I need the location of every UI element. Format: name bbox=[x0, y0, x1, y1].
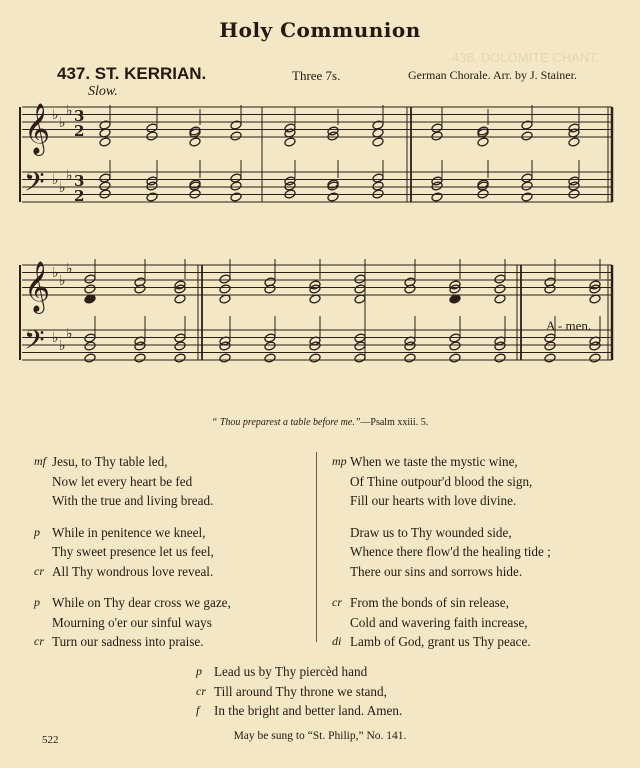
verse-text: Of Thine outpour'd blood the sign, bbox=[350, 473, 533, 489]
key-flat: ♭ bbox=[66, 261, 73, 277]
note bbox=[521, 192, 533, 202]
key-flat: ♭ bbox=[66, 168, 73, 184]
note bbox=[521, 120, 533, 130]
note bbox=[219, 284, 231, 294]
bleed-through-text: 438. DOLOMITE CHANT. bbox=[452, 50, 600, 65]
note bbox=[84, 353, 96, 363]
note bbox=[372, 173, 384, 183]
note bbox=[230, 131, 242, 141]
note bbox=[189, 137, 201, 147]
clef: 𝄢 bbox=[24, 324, 45, 362]
note bbox=[230, 181, 242, 191]
note bbox=[219, 353, 231, 363]
verse-line bbox=[52, 542, 231, 562]
note bbox=[477, 137, 489, 147]
verse-line bbox=[332, 632, 551, 652]
dynamic-marking: p bbox=[34, 524, 40, 539]
key-flat: ♭ bbox=[66, 326, 73, 342]
key-flat: ♭ bbox=[59, 115, 66, 131]
note bbox=[99, 173, 111, 183]
dynamic-marking: p bbox=[34, 595, 40, 609]
verse-line bbox=[34, 632, 231, 652]
section-title: Holy Communion bbox=[219, 18, 421, 42]
clef: 𝄢 bbox=[24, 166, 45, 204]
note bbox=[449, 353, 461, 363]
dynamic-marking: cr bbox=[196, 683, 206, 698]
key-flat: ♭ bbox=[66, 103, 73, 119]
verse-text: In the bright and better land. Amen. bbox=[214, 703, 403, 718]
hymn-arrangement: German Chorale. Arr. by J. Stainer. bbox=[408, 68, 577, 82]
verse-line bbox=[34, 523, 231, 543]
note bbox=[354, 341, 366, 351]
key-flat: ♭ bbox=[52, 330, 59, 346]
time-signature: 2 bbox=[74, 122, 85, 140]
verse-line bbox=[350, 542, 551, 562]
verse-text: From the bonds of sin release, bbox=[350, 595, 509, 610]
page-number: 522 bbox=[42, 734, 59, 746]
note bbox=[264, 333, 276, 343]
note bbox=[354, 353, 366, 363]
verse-line bbox=[350, 472, 551, 492]
verse-line bbox=[350, 562, 551, 582]
hymn-number-title: 437. ST. KERRIAN. bbox=[57, 64, 207, 83]
verse-line bbox=[34, 562, 231, 582]
verse-text: With the true and living bread. bbox=[52, 493, 214, 508]
verse-text: Whence there flow'd the healing tide ; bbox=[350, 544, 551, 559]
dynamic-marking: cr bbox=[34, 634, 44, 648]
note bbox=[431, 192, 443, 202]
verse-line bbox=[52, 472, 231, 492]
note bbox=[544, 353, 556, 363]
time-signature: 3 bbox=[74, 172, 85, 190]
dynamic-marking: p bbox=[196, 664, 202, 678]
note bbox=[589, 353, 601, 363]
note bbox=[372, 120, 384, 130]
note bbox=[99, 137, 111, 147]
note bbox=[431, 131, 443, 141]
note bbox=[544, 341, 556, 351]
dynamic-marking: mf bbox=[34, 454, 46, 468]
note bbox=[568, 137, 580, 147]
verse-final bbox=[196, 662, 403, 721]
note bbox=[521, 131, 533, 141]
note bbox=[449, 341, 461, 351]
note bbox=[174, 333, 186, 343]
verse-text: Thy sweet presence let us feel, bbox=[52, 544, 214, 559]
verse-text: Draw us to Thy wounded side, bbox=[350, 524, 512, 540]
note bbox=[477, 189, 489, 199]
verse-text: Turn our sadness into praise. bbox=[52, 634, 204, 649]
note bbox=[174, 341, 186, 351]
verse-line bbox=[52, 613, 231, 633]
verse-line bbox=[34, 593, 231, 613]
verse-line bbox=[350, 491, 551, 511]
note bbox=[404, 353, 416, 363]
footer-note: May be sung to “St. Philip,” No. 141. bbox=[233, 730, 407, 742]
note bbox=[327, 192, 339, 202]
dynamic-marking: di bbox=[332, 634, 342, 648]
key-flat: ♭ bbox=[59, 180, 66, 196]
note bbox=[354, 284, 366, 294]
note bbox=[264, 341, 276, 351]
verse-text: Lamb of God, grant us Thy peace. bbox=[350, 634, 531, 649]
verse-text: While in penitence we kneel, bbox=[52, 524, 206, 540]
verse-text: Mourning o'er our sinful ways bbox=[52, 614, 212, 630]
clef: 𝄞 bbox=[24, 261, 51, 312]
note bbox=[494, 274, 506, 284]
verse-line bbox=[350, 613, 551, 633]
note bbox=[230, 192, 242, 202]
note bbox=[230, 120, 242, 130]
verse-text: Lead us by Thy piercèd hand bbox=[214, 664, 368, 679]
time-signature: 3 bbox=[74, 107, 85, 125]
verse-line bbox=[350, 523, 551, 543]
key-flat: ♭ bbox=[52, 265, 59, 281]
note bbox=[284, 137, 296, 147]
column-divider bbox=[316, 452, 317, 642]
time-signature: 2 bbox=[74, 187, 85, 205]
verses-right bbox=[332, 452, 551, 652]
verse-line bbox=[196, 701, 403, 721]
note bbox=[449, 333, 461, 343]
quote-text: “ Thou preparest a table before me.” bbox=[211, 417, 361, 428]
note bbox=[309, 353, 321, 363]
note bbox=[568, 189, 580, 199]
verse-line bbox=[332, 593, 551, 613]
verse-text: Fill our hearts with love divine. bbox=[350, 493, 517, 508]
verse-line bbox=[196, 682, 402, 702]
note bbox=[99, 120, 111, 130]
verse-text: All Thy wondrous love reveal. bbox=[52, 563, 214, 579]
verse-text: When we taste the mystic wine, bbox=[350, 454, 518, 469]
note bbox=[99, 181, 111, 191]
verses-left bbox=[34, 452, 231, 652]
note bbox=[372, 181, 384, 191]
verse-line bbox=[34, 452, 231, 472]
amen-lyric: A - men. bbox=[546, 318, 592, 333]
hymn-meter: Three 7s. bbox=[292, 68, 341, 83]
note bbox=[521, 181, 533, 191]
note bbox=[189, 189, 201, 199]
verse-text: While on Thy dear cross we gaze, bbox=[52, 595, 231, 610]
verse-text: Cold and wavering faith increase, bbox=[350, 614, 528, 630]
note bbox=[494, 353, 506, 363]
note bbox=[230, 173, 242, 183]
note bbox=[354, 274, 366, 284]
verse-line bbox=[196, 662, 402, 682]
note bbox=[84, 333, 96, 343]
note bbox=[284, 189, 296, 199]
clef: 𝄞 bbox=[24, 103, 51, 154]
note bbox=[146, 131, 158, 141]
note bbox=[354, 333, 366, 343]
dynamic-marking: mp bbox=[332, 454, 347, 468]
quote-source: —Psalm xxiii. 5. bbox=[360, 417, 429, 428]
note bbox=[372, 189, 384, 199]
scripture-quote bbox=[0, 417, 640, 428]
verse-text: There our sins and sorrows hide. bbox=[350, 563, 523, 579]
tempo-marking: Slow. bbox=[88, 84, 118, 99]
note bbox=[99, 189, 111, 199]
key-flat: ♭ bbox=[59, 338, 66, 354]
verse-line bbox=[52, 491, 231, 511]
verse-text: Till around Thy throne we stand, bbox=[214, 683, 387, 699]
dynamic-marking: f bbox=[196, 703, 200, 717]
note bbox=[431, 123, 443, 133]
verse-text: Now let every heart be fed bbox=[52, 473, 193, 489]
note bbox=[372, 137, 384, 147]
note bbox=[84, 274, 96, 284]
note bbox=[219, 274, 231, 284]
note bbox=[174, 353, 186, 363]
note bbox=[84, 341, 96, 351]
key-flat: ♭ bbox=[52, 107, 59, 123]
note bbox=[494, 284, 506, 294]
key-flat: ♭ bbox=[59, 273, 66, 289]
note bbox=[521, 173, 533, 183]
dynamic-marking: cr bbox=[34, 563, 44, 578]
note bbox=[146, 123, 158, 133]
note bbox=[544, 333, 556, 343]
dynamic-marking: cr bbox=[332, 595, 342, 609]
verse-text: Jesu, to Thy table led, bbox=[52, 454, 168, 469]
note bbox=[264, 353, 276, 363]
note bbox=[146, 192, 158, 202]
verse-line bbox=[332, 452, 551, 472]
key-flat: ♭ bbox=[52, 172, 59, 188]
note bbox=[84, 284, 96, 294]
note bbox=[134, 353, 146, 363]
